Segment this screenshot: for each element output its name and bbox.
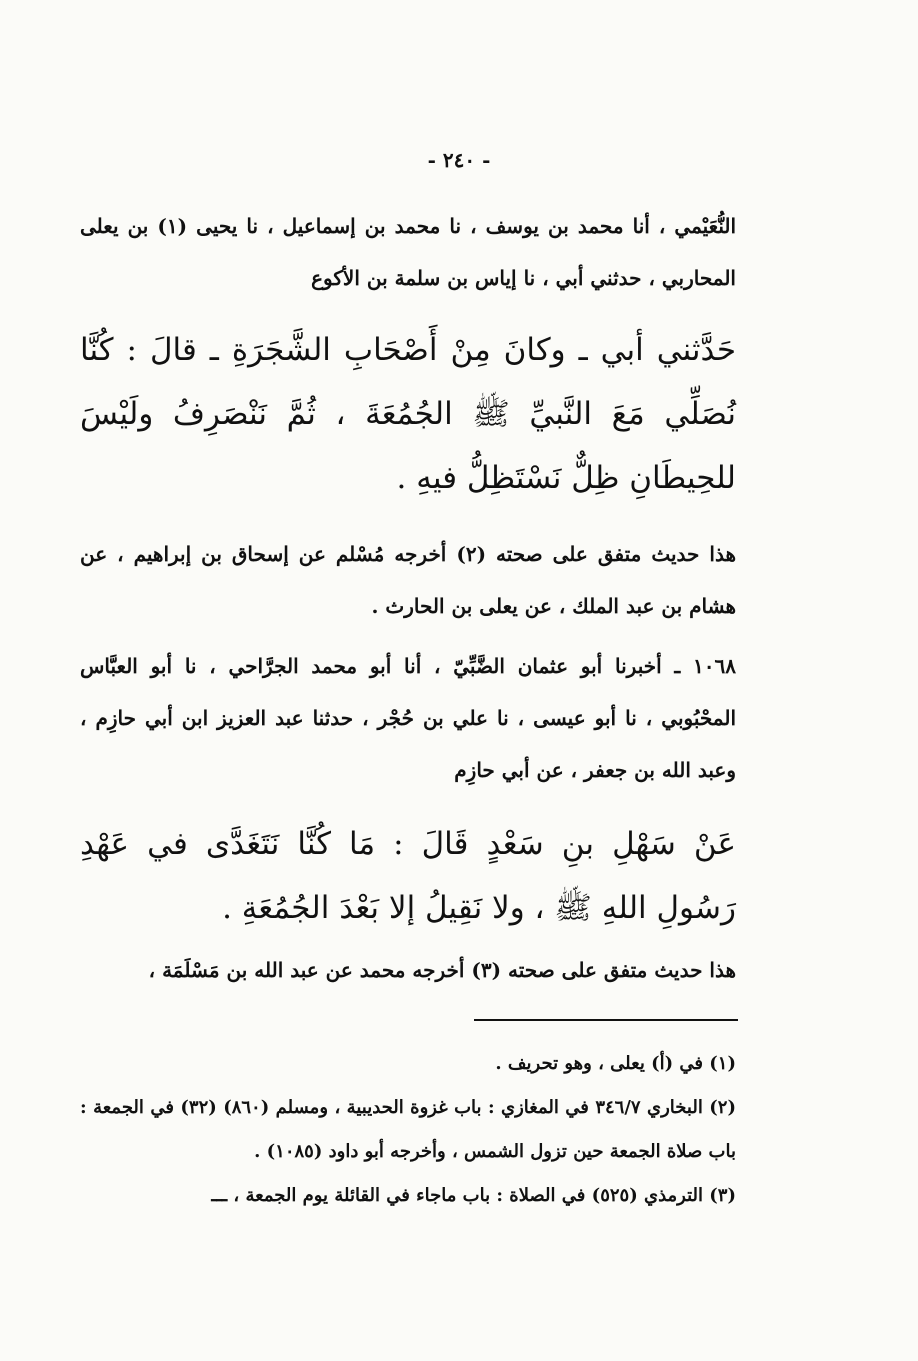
page-number: - ٢٤٠ - bbox=[427, 148, 491, 172]
footnote-2: (٢) البخاري ٣٤٦/٧ في المغازي : باب غزوة الحديبية ، ومسلم (٨٦٠) (٣٢) في الجمعة : باب صلاة الجمعة حين تزول الشمس ، وأخرجه أبو داود (١٠٨٥) . bbox=[80, 1097, 736, 1162]
isnad-paragraph-1: النُّعَيْمي ، أنا محمد بن يوسف ، نا محمد بن إسماعيل ، نا يحيى (١) بن يعلى المحاربي ، حدثني أبي ، نا إياس بن سلمة بن الأكوع bbox=[80, 214, 737, 290]
footnotes bbox=[80, 1042, 736, 1218]
commentary-1: هذا حديث متفق على صحته (٢) أخرجه مُسْلم عن إسحاق بن إبراهيم ، عن هشام بن عبد الملك ، عن يعلى بن الحارث . bbox=[80, 542, 736, 618]
isnad-paragraph-2: ١٠٦٨ ـ أخبرنا أبو عثمان الضَّبِّيّ ، أنا أبو محمد الجرَّاحي ، نا أبو العبَّاس المحْبُوبي ، نا أبو عيسى ، نا علي بن حُجْر ، حدثنا عبد العزيز ابن أبي حازِم ، وعبد الله بن جعفر ، عن أبي حازِم bbox=[80, 654, 736, 782]
footnote-1: (١) في (أ) يعلى ، وهو تحريف . bbox=[495, 1053, 736, 1074]
footnote-divider bbox=[474, 1019, 738, 1021]
commentary-2: هذا حديث متفق على صحته (٣) أخرجه محمد عن عبد الله بن مَسْلَمَة ، bbox=[148, 958, 736, 982]
footnote-3: (٣) الترمذي (٥٢٥) في الصلاة : باب ماجاء في القائلة يوم الجمعة ، ـــ bbox=[211, 1185, 736, 1206]
hadith-text-1: حَدَّثني أبي ـ وكانَ مِنْ أَصْحَابِ الشَّجَرَةِ ـ قالَ : كُنَّا نُصَلِّي مَعَ النَّبيِّ ﷺ الجُمُعَةَ ، ثُمَّ نَنْصَرِفُ ولَيْسَ للحِيطَانِ ظِلٌّ نَسْتَظِلُّ فيهِ . bbox=[80, 332, 736, 496]
hadith-text-2: عَنْ سَهْلِ بنِ سَعْدٍ قَالَ : مَا كُنَّا نَتَغَدَّى في عَهْدِ رَسُولِ اللهِ ﷺ ، ولا نَقِيلُ إلا بَعْدَ الجُمُعَةِ . bbox=[80, 826, 736, 926]
